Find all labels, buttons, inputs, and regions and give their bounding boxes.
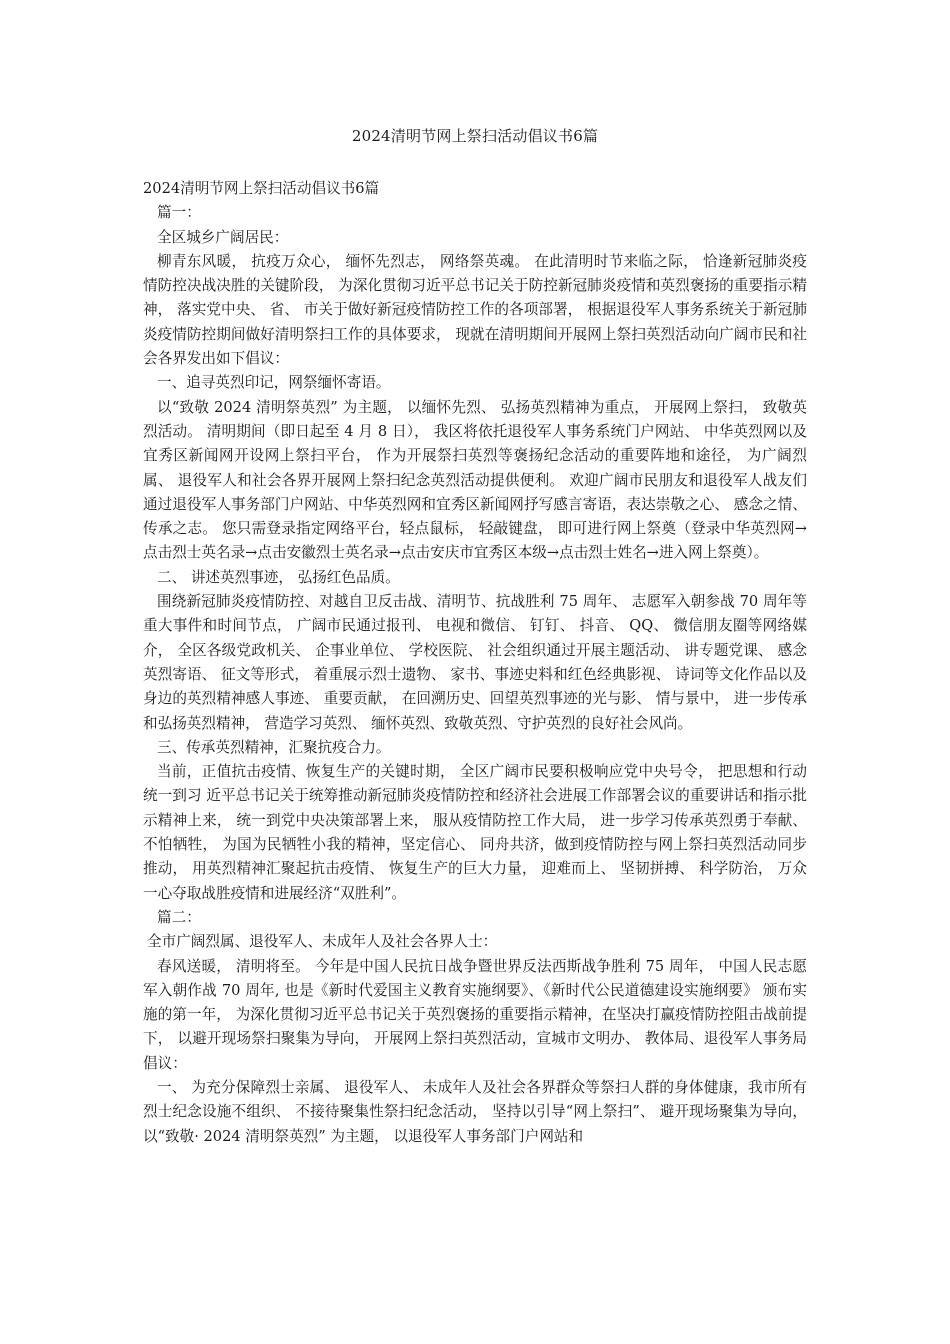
document-subtitle: 2024清明节网上祭扫活动倡议书6篇 xyxy=(143,180,380,197)
paragraph: 柳青东风暖， 抗疫万众心， 缅怀先烈志， 网络祭英魂。 在此清明时节来临之际， 恰逢新冠肺炎疫情防控决战决胜的关键阶段， 为深化贯彻习近平总书记关于防控新冠肺炎疫情和英烈褒扬的重要指示精神， 落实党中央、 省、 市关于做好新冠疫情防控工作的各项部署， 根据退役军人事务系统关于新冠肺炎疫情防控期间做好清明祭扫工作的具体要求， 现就在清明期间开展网上祭扫英烈活动向广阔市民和社会各界发出如下倡议： xyxy=(143,252,807,368)
paragraph: 以“致敬 2024 清明祭英烈” 为主题， 以缅怀先烈、 弘扬英烈精神为重点， 开展网上祭扫， 致敬英烈活动。 清明期间（即日起至 4 月 8 日）， 我区将依托退役军人事务系统门户网站、 中华英烈网以及宜秀区新闻网开设网上祭扫平台， 作为开展祭扫英烈等褒扬纪念活动的重要阵地和途径， 为广阔烈属、 退役军人和社会各界开展网上祭扫纪念英烈活动提供便利。 欢迎广阔市民朋友和退役军人战友们通过退役军人事务部门户网站、中华英烈网和宜秀区新闻网抒写感言寄语，表达崇敬之心、 感念之情、 传承之志。 您只需登录指定网络平台，轻点鼠标， 轻敲键盘， 即可进行网上祭奠（登录中华英烈网→点击烈士英名录→点击安徽烈士英名录→点击安庆市宜秀区本级→点击烈士姓名→进入网上祭奠）。 xyxy=(143,398,807,562)
paragraph: 一、 为充分保障烈士亲属、 退役军人、 未成年人及社会各界群众等祭扫人群的身体健康，我市所有烈士纪念设施不组织、 不接待聚集性祭扫纪念活动， 坚持以引导“网上祭扫”、 避开现场聚集为导向， 以“致敬· 2024 清明祭英烈” 为主题， 以退役军人事务部门户网站和 xyxy=(143,1078,807,1145)
paragraph: 当前，正值抗击疫情、恢复生产的关键时期， 全区广阔市民要积极响应党中央号令， 把思想和行动统一到习 近平总书记关于统筹推动新冠肺炎疫情防控和经济社会进展工作部署会议的重要讲话和指示批示精神上来， 统一到党中央决策部署上来， 服从疫情防控工作大局， 进一步学习传承英烈勇于奉献、 不怕牺牲， 为国为民牺牲小我的精神，坚定信心、 同舟共济，做到疫情防控与网上祭扫英烈活动同步推动， 用英烈精神汇聚起抗击疫情、 恢复生产的巨大力量， 迎难而上、 坚韧拼搏、 科学防治， 万众一心夺取战胜疫情和进展经济“双胜利”。 xyxy=(143,763,807,902)
document-body xyxy=(143,177,807,1149)
salutation-1: 全区城乡广阔居民： xyxy=(157,228,289,246)
salutation-2: 全市广阔烈属、退役军人、未成年人及社会各界人士： xyxy=(147,933,498,951)
subheading: 一、追寻英烈印记，网祭缅怀寄语。 xyxy=(157,374,391,392)
section-heading-1: 篇一： xyxy=(157,204,201,222)
section-heading-2: 篇二： xyxy=(157,908,201,926)
document-title: 2024清明节网上祭扫活动倡议书6篇 xyxy=(351,127,599,145)
paragraph: 围绕新冠肺炎疫情防控、对越自卫反击战、清明节、抗战胜利 75 周年、 志愿军入朝参战 70 周年等重大事件和时间节点， 广阔市民通过报刊、 电视和微信、 钉钉、 抖音、 QQ、 微信朋友圈等网络媒介， 全区各级党政机关、 企事业单位、 学校医院、 社会组织通过开展主题活动、 讲专题党课、 感念英烈寄语、 征文等形式， 着重展示烈士遗物、 家书、事迹史料和红色经典影视、 诗词等文化作品以及身边的英烈精神感人事迹、 重要贡献， 在回溯历史、回望英烈事迹的光与影、 情与景中， 进一步传承和弘扬英烈精神， 营造学习英烈、 缅怀英烈、致敬英烈、守护英烈的良好社会风尚。 xyxy=(143,593,807,732)
paragraph: 春风送暖， 清明将至。 今年是中国人民抗日战争暨世界反法西斯战争胜利 75 周年， 中国人民志愿军入朝作战 70 周年, 也是《新时代爱国主义教育实施纲要》、《新时代公民道德建设实施纲要》 颁布实施的第一年， 为深化贯彻习近平总书记关于英烈褒扬的重要指示精神，在坚决打赢疫情防控阻击战前提下， 以避开现场祭扫聚集为导向， 开展网上祭扫英烈活动，宣城市文明办、 教体局、退役军人事务局倡议： xyxy=(143,957,807,1072)
subheading: 二、 讲述英烈事迹， 弘扬红色品质。 xyxy=(157,568,400,586)
subheading: 三、传承英烈精神，汇聚抗疫合力。 xyxy=(157,738,391,756)
